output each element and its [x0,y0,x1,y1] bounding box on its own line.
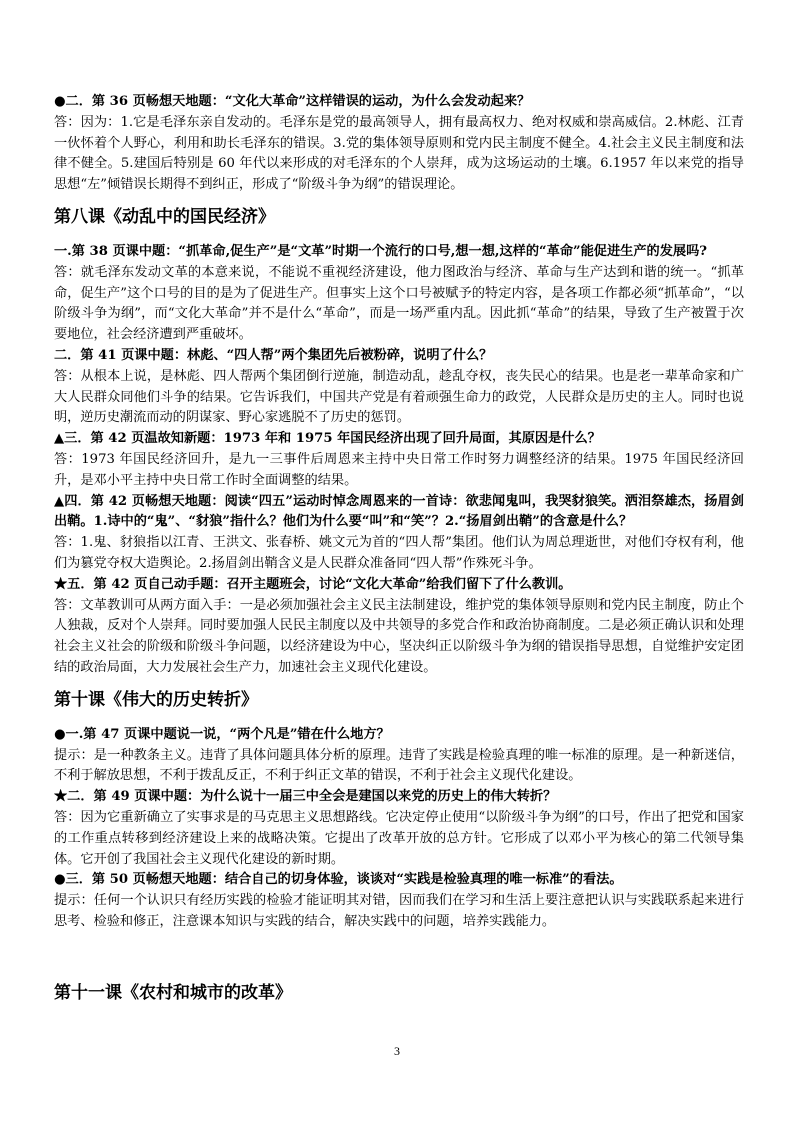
answer-text: 答：就毛泽东发动文革的本意来说，不能说不重视经济建设，他力图政治与经济、革命与生产达到和谐的统一。“抓革命，促生产”这个口号的目的是为了促进生产。但事实上这个口号被赋予的特定内容，是各项工作都必须“抓革命”，“以阶级斗争为纲”，而“文化大革命”并不是什么“革命”，而是一场严重内乱。因此抓“革命”的结果，导致了生产被置于次要地位，社会经济遭到严重破坏。 [54,264,744,343]
question-text: ▲三．第 42 页温故知新题：1973 年和 1975 年国民经济出现了回升局面，其原因是什么？ [54,431,601,447]
question-text: ●一.第 47 页课中题说一说，“两个凡是”错在什么地方？ [54,726,390,742]
question-text: ▲四．第 42 页畅想天地题：阅读“四五”运动时悼念周恩来的一首诗：欲悲闻鬼叫，我哭豺狼笑。洒泪祭雄杰，扬眉剑出鞘。1.诗中的“鬼”、“豺狼”指什么？他们为什么要“叫”和“笑”？2.“扬眉剑出鞘”的含意是什么？ [54,493,744,530]
lesson-heading: 第十一课《农村和城市的改革》 [54,982,292,1003]
hint-text: 提示：任何一个认识只有经历实践的检验才能证明其对错，因而我们在学习和生活上要注意把认识与实践联系起来进行思考、检验和修正，注意课本知识与实践的结合，解决实践中的问题，培养实践能力。 [54,893,744,929]
lesson-heading: 第八课《动乱中的国民经济》 [54,206,275,227]
answer-text: 答：文革教训可从两方面入手：一是必须加强社会主义民主法制建设，维护党的集体领导原则和党内民主制度，防止个人独裁，反对个人崇拜。同时要加强人民民主制度以及中共领导的多党合作和政治协商制度。二是必须正确认识和处理社会主义社会的阶级和阶级斗争问题，以经济建设为中心，坚决纠正以阶级斗争为纲的错误指导思想，自觉维护安定团结的政治局面，大力发展社会生产力，加速社会主义现代化建设。 [54,597,744,675]
answer-text: 答：1.鬼、豺狼指以江青、王洪文、张春桥、姚文元为首的“四人帮”集团。他们认为周总理逝世，对他们夺权有利，他们为篡党夺权大造舆论。2.扬眉剑出鞘含义是人民群众准备同“四人帮”作殊死斗争。 [54,535,744,571]
lesson-heading: 第十课《伟大的历史转折》 [54,689,258,710]
question-text: 一.第 38 页课中题：“抓革命,促生产”是“文革”时期一个流行的口号,想一想,这样的“革命”能促进生产的发展吗? [54,243,708,259]
question-text: ●二．第 36 页畅想天地题：“文化大革命”这样错误的运动，为什么会发动起来？ [54,94,531,109]
document-body [54,92,744,1018]
question-text: ★五．第 42 页自己动手题：召开主题班会，讨论“文化大革命”给我们留下了什么教训。 [54,576,572,592]
question-text: ★二．第 49 页课中题：为什么说十一届三中全会是建国以来党的历史上的伟大转折？ [54,789,557,805]
page-number: 3 [394,1044,400,1058]
question-text: 二．第 41 页课中题：林彪、“四人帮”两个集团先后被粉碎，说明了什么？ [54,347,493,363]
answer-text: 答：因为它重新确立了实事求是的马克思主义思想路线。它决定停止使用“以阶级斗争为纲”的口号，作出了把党和国家的工作重点转移到经济建设上来的战略决策。它提出了改革开放的总方针。它形成了以邓小平为核心的第二代领导集体。它开创了我国社会主义现代化建设的新时期。 [54,809,744,867]
question-text: ●三．第 50 页畅想天地题：结合自己的切身体验，谈谈对“实践是检验真理的唯一标准”的看法。 [54,872,623,888]
answer-text: 答：从根本上说，是林彪、四人帮两个集团倒行逆施，制造动乱，趁乱夺权，丧失民心的结果。也是老一辈革命家和广大人民群众同他们斗争的结果。它告诉我们，中国共产党是有着顽强生命力的政党，人民群众是历史的主人。同时也说明，逆历史潮流而动的阴谋家、野心家逃脱不了历史的惩罚。 [54,368,744,426]
answer-text: 答：因为：1.它是毛泽东亲自发动的。毛泽东是党的最高领导人，拥有最高权力、绝对权威和崇高威信。2.林彪、江青一伙怀着个人野心，利用和助长毛泽东的错误。3.党的集体领导原则和党内民主制度不健全。4.社会主义民主制度和法律不健全。5.建国后特别是 60 年代以来形成的对毛泽东的个人崇拜，成为这场运动的土壤。6.1957 年以来党的指导思想“左”倾错误长期得不到纠正，形成了“阶级斗争为纲”的错误理论。 [54,114,744,193]
hint-text: 提示：是一种教条主义。违背了具体问题具体分析的原理。违背了实践是检验真理的唯一标准的原理。是一种新迷信，不利于解放思想，不利于拨乱反正，不利于纠正文革的错误，不利于社会主义现代化建设。 [54,747,744,784]
answer-text: 答：1973 年国民经济回升，是九一三事件后周恩来主持中央日常工作时努力调整经济的结果。1975 年国民经济回升，是邓小平主持中央日常工作时全面调整的结果。 [54,451,744,488]
